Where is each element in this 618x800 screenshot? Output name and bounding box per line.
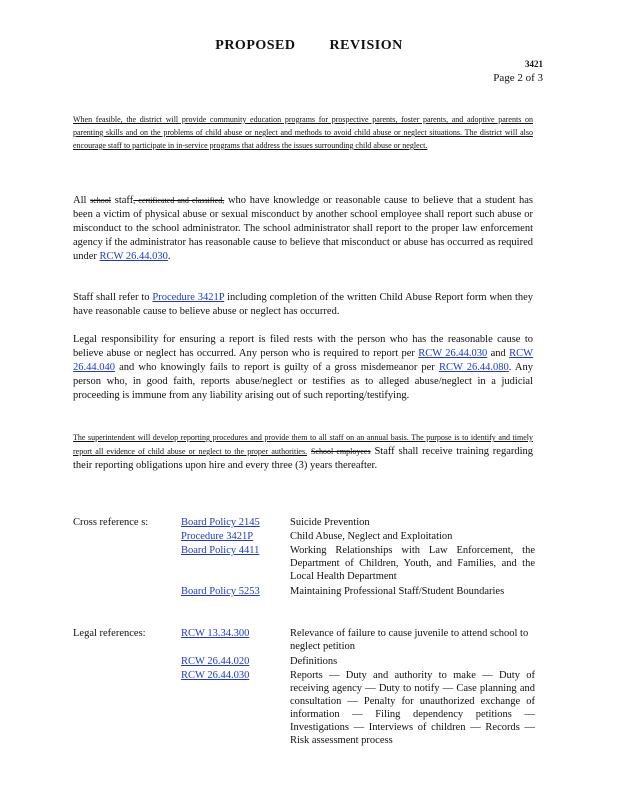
struck-school-employees: School employees [310, 447, 371, 456]
intro-text: When feasible, the district will provide community education programs for prospective parents, foster parents, and adoptive parents on parenting skills and on the problems of child abuse or neglect and methods to avoid child abuse or neglect situations. The district will also encourage staff to participate in in-service programs that address the issues surrounding child abuse or neglect. [73, 115, 533, 150]
rcw-26-44-030-link-2[interactable]: RCW 26.44.030 [418, 348, 488, 359]
legal-ref-desc: Definitions [290, 656, 338, 667]
staff-refer-paragraph [73, 291, 533, 319]
legal-ref-code[interactable]: RCW 13.34.300 [181, 628, 250, 639]
struck-certificated: , certificated and classified, [133, 196, 225, 205]
staff-word: staff [114, 195, 134, 206]
legal-ref-desc: Relevance of failure to cause juvenile to attend school to neglect petition [290, 628, 529, 652]
legal-ref-desc: Reports — Duty and authority to make — Duty of receiving agency — Duty to notify — Case planning and consultation — Penalty for unauthorized exchange of information — Filing dependency petitions — Investigations — Interviews of children — Records — Risk assessment process [290, 670, 535, 746]
rcw-26-44-030-link[interactable]: RCW 26.44.030 [99, 251, 168, 262]
superintendent-text: The superintendent will develop reporting procedures and provide them to all staff on an annual basis. The purpose is to identify and timely report all evidence of child abuse or neglect to the proper authorities. [73, 433, 533, 456]
cross-ref-desc: Child Abuse, Neglect and Exploitation [290, 531, 453, 542]
cross-ref-desc: Working Relationships with Law Enforcement, the Department of Children, Youth, and Families, and the Local Health Department [290, 545, 535, 582]
cross-ref-code[interactable]: Board Policy 4411 [181, 545, 260, 556]
rcw-26-44-040-link[interactable]: RCW 26.44.040 [73, 348, 534, 373]
legal-references-label: Legal references: [73, 628, 146, 639]
intro-paragraph [73, 113, 533, 152]
staff-body: including completion of the written Child Abuse Report form when they have reasonable cause to believe abuse or neglect has occurred. [73, 292, 534, 317]
all-body: who have knowledge or reasonable cause to believe that a student has been a victim of physical abuse or sexual misconduct by another school employee shall report such abuse or misconduct to the school administrator. The school administrator shall report to the proper law enforcement agency if the administrator has reasonable cause to believe that misconduct or abuse has occurred as required under [73, 195, 533, 262]
page-title: PROPOSED REVISION [215, 38, 403, 53]
struck-school: school [90, 196, 112, 205]
cross-ref-desc: Maintaining Professional Staff/Student Boundaries [290, 586, 505, 597]
cross-ref-code[interactable]: Board Policy 2145 [181, 517, 260, 528]
legal-responsibility-paragraph: Legal responsibility for ensuring a report is filed rests with the person who has the reasonable cause to believe abuse or neglect has occurred. Any person who is required to report per RCW 26.44.030 and RCW 26.44.040 and who knowingly fails to report is guilty of a gross misdemeanor per RCW 26.44.080. Any person who, in good faith, reports abuse/neglect or testifies as to alleged abuse/neglect in a judicial proceeding is immune from any liability arising out of such reporting/testifying. [73, 334, 534, 401]
staff-lead: Staff shall refer to [73, 292, 150, 303]
all-staff-paragraph: All school staff, certificated and classified, who have knowledge or reasonable cause to believe that a student has been a victim of physical abuse or sexual misconduct by another school employee shall report such abuse or misconduct to the school administrator. The school administrator shall report to the proper law enforcement agency if the administrator has reasonable cause to believe that misconduct or abuse has occurred as required under RCW 26.44.030. [73, 195, 533, 262]
cross-ref-code[interactable]: Procedure 3421P [181, 531, 254, 542]
all-lead: All [73, 195, 87, 206]
cross-ref-desc: Suicide Prevention [290, 517, 370, 528]
superintendent-paragraph [73, 431, 533, 473]
training-text: Staff shall receive training regarding their reporting obligations upon hire and every three (3) years thereafter. [73, 446, 534, 471]
policy-number: 3421 [525, 59, 543, 69]
rcw-26-44-080-link[interactable]: RCW 26.44.080 [438, 362, 509, 373]
page-number: Page 2 of 3 [493, 72, 543, 84]
cross-ref-code[interactable]: Board Policy 5253 [181, 586, 260, 597]
procedure-3421p-link[interactable]: Procedure 3421P [152, 292, 225, 303]
legal-ref-code[interactable]: RCW 26.44.030 [181, 670, 250, 681]
legal-ref-code[interactable]: RCW 26.44.020 [181, 656, 250, 667]
cross-references-label: Cross reference s: [73, 517, 149, 528]
